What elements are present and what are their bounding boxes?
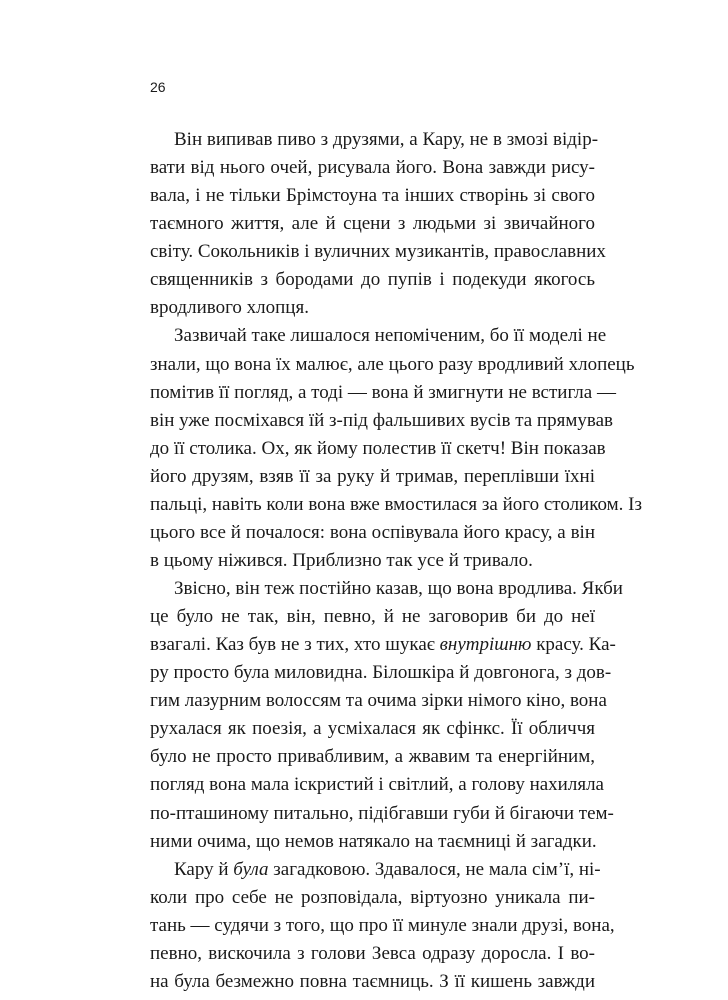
emphasis-text: була [233, 858, 269, 880]
text-line: ру просто була миловидна. Білошкіра й довгонога, з дов- [150, 662, 612, 684]
text-line: було не просто привабливим, а жвавим та енергійним, [150, 746, 595, 768]
text-line: світу. Сокольників і вуличних музикантів, православних [150, 241, 606, 263]
text-line: вродливого хлопця. [150, 297, 309, 319]
text-line: знали, що вона їх малює, але цього разу вродливий хлопець [150, 353, 635, 375]
text-line: вати від нього очей, рисувала його. Вона завжди рису- [150, 157, 595, 179]
text-fragment: Кару й [174, 858, 234, 880]
text-line: по-пташиному питально, підібгавши губи й бігаючи тем- [150, 802, 614, 824]
text-line: коли про себе не розповідала, віртуозно уникала пи- [150, 886, 595, 908]
text-fragment: взагалі. Каз був не з тих, хто шукає [150, 634, 440, 656]
text-line [174, 856, 601, 884]
text-line: пальці, навіть коли вона вже вмостилася за його столиком. Із [150, 493, 642, 515]
text-line: певно, вискочила з голови Зевса одразу доросла. І во- [150, 942, 595, 964]
text-line: його друзям, взяв її за руку й тримав, переплівши їхні [150, 465, 595, 487]
text-line: він уже посміхався їй з-під фальшивих вусів та прямував [150, 409, 613, 431]
text-line: Звісно, він теж постійно казав, що вона вродлива. Якби [174, 578, 623, 600]
text-line: помітив її погляд, а тоді — вона й змигнути не встигла — [150, 381, 616, 403]
text-line: в цьому ніжився. Приблизно так усе й тривало. [150, 549, 533, 571]
emphasis-text: внутрішню [439, 634, 532, 656]
text-line: рухалася як поезія, а усміхалася як сфінкс. Її обличчя [150, 718, 595, 740]
text-line: священників з бородами до пупів і подекуди якогось [150, 269, 595, 291]
text-line: вала, і не тільки Брімстоуна та інших створінь зі свого [150, 185, 595, 207]
text-line: тань — судячи з того, що про її минуле знали друзі, вона, [150, 914, 615, 936]
text-fragment: загадковою. Здавалося, не мала сім’ї, ні- [268, 858, 601, 880]
text-line: таємного життя, але й сцени з людьми зі звичайного [150, 213, 595, 235]
text-line [150, 631, 616, 659]
text-line: це було не так, він, певно, й не заговорив би до неї [150, 606, 595, 628]
text-fragment: красу. Ка- [531, 634, 616, 656]
text-line: Зазвичай таке лишалося непоміченим, бо її моделі не [174, 325, 607, 347]
page-number: 26 [150, 79, 166, 95]
text-line: цього все й почалося: вона оспівувала його красу, а він [150, 521, 595, 543]
text-line: ними очима, що немов натякало на таємниці й загадки. [150, 830, 597, 852]
text-line: Він випивав пиво з друзями, а Кару, не в змозі відір- [174, 129, 599, 150]
text-line: гим лазурним волоссям та очима зірки німого кіно, вона [150, 690, 607, 712]
text-line: погляд вона мала іскристий і світлий, а голову нахиляла [150, 774, 604, 796]
text-line: до її столика. Ох, як йому полестив її скетч! Він показав [150, 437, 606, 459]
text-line: на була безмежно повна таємниць. З її кишень завжди [150, 970, 595, 992]
